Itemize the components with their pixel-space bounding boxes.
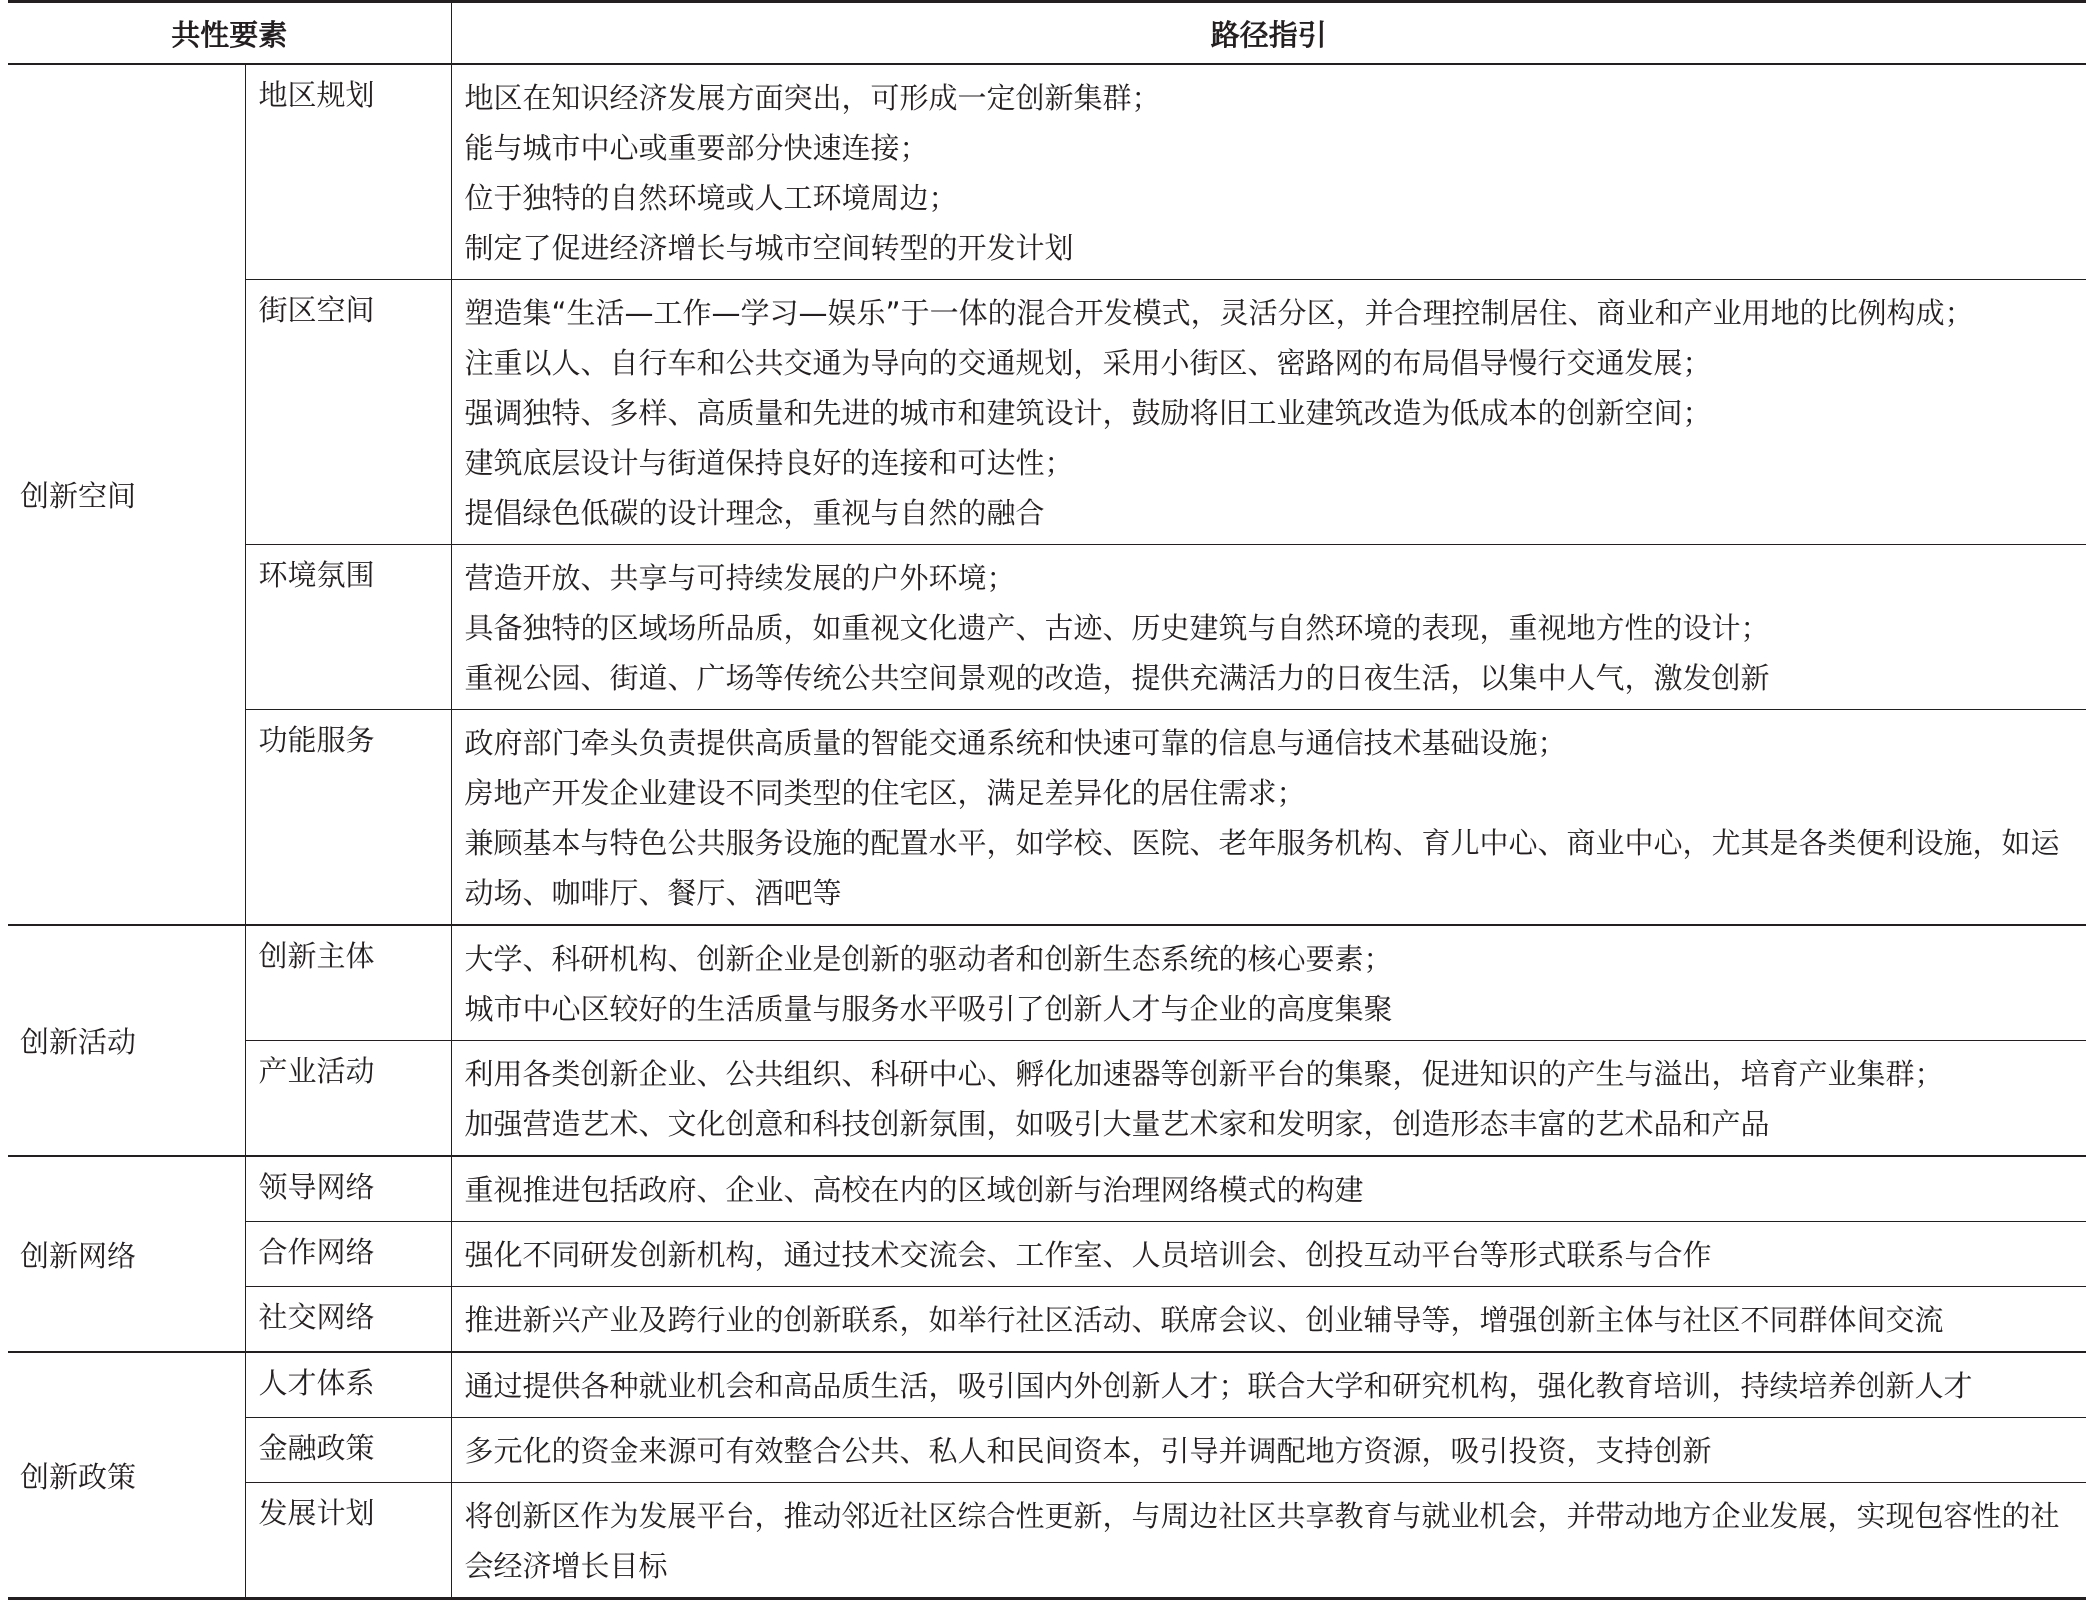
table-header-row: [8, 2, 2086, 65]
guidance-line: 重视公园、街道、广场等传统公共空间景观的改造，提供充满活力的日夜生活，以集中人气，激发创新: [464, 661, 1770, 695]
path-guidance-cell: [451, 1483, 2086, 1599]
guidance-line: 强化不同研发创新机构，通过技术交流会、工作室、人员培训会、创投互动平台等形式联系与合作: [464, 1238, 1712, 1272]
guidance-line: 塑造集“生活—工作—学习—娱乐”于一体的混合开发模式，灵活分区，并合理控制居住、商业和产业用地的比例构成；: [464, 296, 1974, 330]
table-row: [8, 925, 2086, 1041]
guidance-line: 推进新兴产业及跨行业的创新联系，如举行社区活动、联席会议、创业辅导等，增强创新主体与社区不同群体间交流: [464, 1303, 1944, 1337]
path-guidance-cell: [451, 1352, 2086, 1418]
element-cell: 环境氛围: [245, 545, 451, 710]
guidance-line: 地区在知识经济发展方面突出，可形成一定创新集群；: [464, 81, 1161, 115]
guidance-line: 多元化的资金来源可有效整合公共、私人和民间资本，引导并调配地方资源，吸引投资，支持创新: [464, 1434, 1712, 1468]
table-row: [8, 710, 2086, 926]
table-row: [8, 545, 2086, 710]
table-row: [8, 64, 2086, 280]
table-container: [8, 0, 2086, 1600]
guidance-line: 通过提供各种就业机会和高品质生活，吸引国内外创新人才；联合大学和研究机构，强化教育培训，持续培养创新人才: [464, 1369, 1973, 1403]
guidance-line: 兼顾基本与特色公共服务设施的配置水平，如学校、医院、老年服务机构、育儿中心、商业中心，尤其是各类便利设施，如运动场、咖啡厅、餐厅、酒吧等: [464, 826, 2060, 910]
path-guidance-cell: [451, 1222, 2086, 1287]
guidance-line: 制定了促进经济增长与城市空间转型的开发计划: [464, 231, 1074, 265]
table-row: [8, 1483, 2086, 1599]
path-guidance-cell: [451, 925, 2086, 1041]
header-common-elements: 共性要素: [8, 2, 451, 65]
guidance-line: 位于独特的自然环境或人工环境周边；: [464, 181, 958, 215]
guidance-line: 重视推进包括政府、企业、高校在内的区域创新与治理网络模式的构建: [464, 1173, 1364, 1207]
header-path-guidance: 路径指引: [451, 2, 2086, 65]
guidance-line: 营造开放、共享与可持续发展的户外环境；: [464, 561, 1016, 595]
guidance-line: 将创新区作为发展平台，推动邻近社区综合性更新，与周边社区共享教育与就业机会，并带动地方企业发展，实现包容性的社会经济增长目标: [464, 1499, 2060, 1583]
element-cell: 人才体系: [245, 1352, 451, 1418]
element-cell: 街区空间: [245, 280, 451, 545]
guidance-line: 强调独特、多样、高质量和先进的城市和建筑设计，鼓励将旧工业建筑改造为低成本的创新空间；: [464, 396, 1712, 430]
category-cell: 创新空间: [8, 64, 245, 925]
table-row: [8, 1287, 2086, 1353]
element-cell: 创新主体: [245, 925, 451, 1041]
table-row: [8, 1156, 2086, 1222]
guidance-line: 建筑底层设计与街道保持良好的连接和可达性；: [464, 446, 1074, 480]
table-row: [8, 1352, 2086, 1418]
element-cell: 金融政策: [245, 1418, 451, 1483]
guidance-line: 提倡绿色低碳的设计理念，重视与自然的融合: [464, 496, 1045, 530]
table-row: [8, 1041, 2086, 1157]
path-guidance-cell: [451, 280, 2086, 545]
element-cell: 地区规划: [245, 64, 451, 280]
guidance-line: 政府部门牵头负责提供高质量的智能交通系统和快速可靠的信息与通信技术基础设施；: [464, 726, 1567, 760]
table-body: [8, 64, 2086, 1599]
table-row: [8, 1418, 2086, 1483]
guidance-line: 利用各类创新企业、公共组织、科研中心、孵化加速器等创新平台的集聚，促进知识的产生与溢出，培育产业集群；: [464, 1057, 1944, 1091]
guidance-line: 注重以人、自行车和公共交通为导向的交通规划，采用小街区、密路网的布局倡导慢行交通发展；: [464, 346, 1712, 380]
path-guidance-cell: [451, 1041, 2086, 1157]
element-cell: 功能服务: [245, 710, 451, 926]
element-cell: 社交网络: [245, 1287, 451, 1353]
element-cell: 发展计划: [245, 1483, 451, 1599]
path-guidance-cell: [451, 1418, 2086, 1483]
path-guidance-cell: [451, 545, 2086, 710]
element-cell: 产业活动: [245, 1041, 451, 1157]
guidance-line: 能与城市中心或重要部分快速连接；: [464, 131, 929, 165]
path-guidance-cell: [451, 64, 2086, 280]
path-guidance-cell: [451, 1156, 2086, 1222]
element-cell: 领导网络: [245, 1156, 451, 1222]
guidance-line: 房地产开发企业建设不同类型的住宅区，满足差异化的居住需求；: [464, 776, 1306, 810]
guidance-line: 大学、科研机构、创新企业是创新的驱动者和创新生态系统的核心要素；: [464, 942, 1393, 976]
path-guidance-cell: [451, 710, 2086, 926]
category-cell: 创新活动: [8, 925, 245, 1156]
path-guidance-cell: [451, 1287, 2086, 1353]
element-cell: 合作网络: [245, 1222, 451, 1287]
category-cell: 创新政策: [8, 1352, 245, 1599]
category-cell: 创新网络: [8, 1156, 245, 1352]
guidance-line: 加强营造艺术、文化创意和科技创新氛围，如吸引大量艺术家和发明家，创造形态丰富的艺术品和产品: [464, 1107, 1770, 1141]
innovation-district-table: [8, 0, 2086, 1600]
guidance-line: 城市中心区较好的生活质量与服务水平吸引了创新人才与企业的高度集聚: [464, 992, 1393, 1026]
table-row: [8, 1222, 2086, 1287]
guidance-line: 具备独特的区域场所品质，如重视文化遗产、古迹、历史建筑与自然环境的表现，重视地方性的设计；: [464, 611, 1770, 645]
table-row: [8, 280, 2086, 545]
